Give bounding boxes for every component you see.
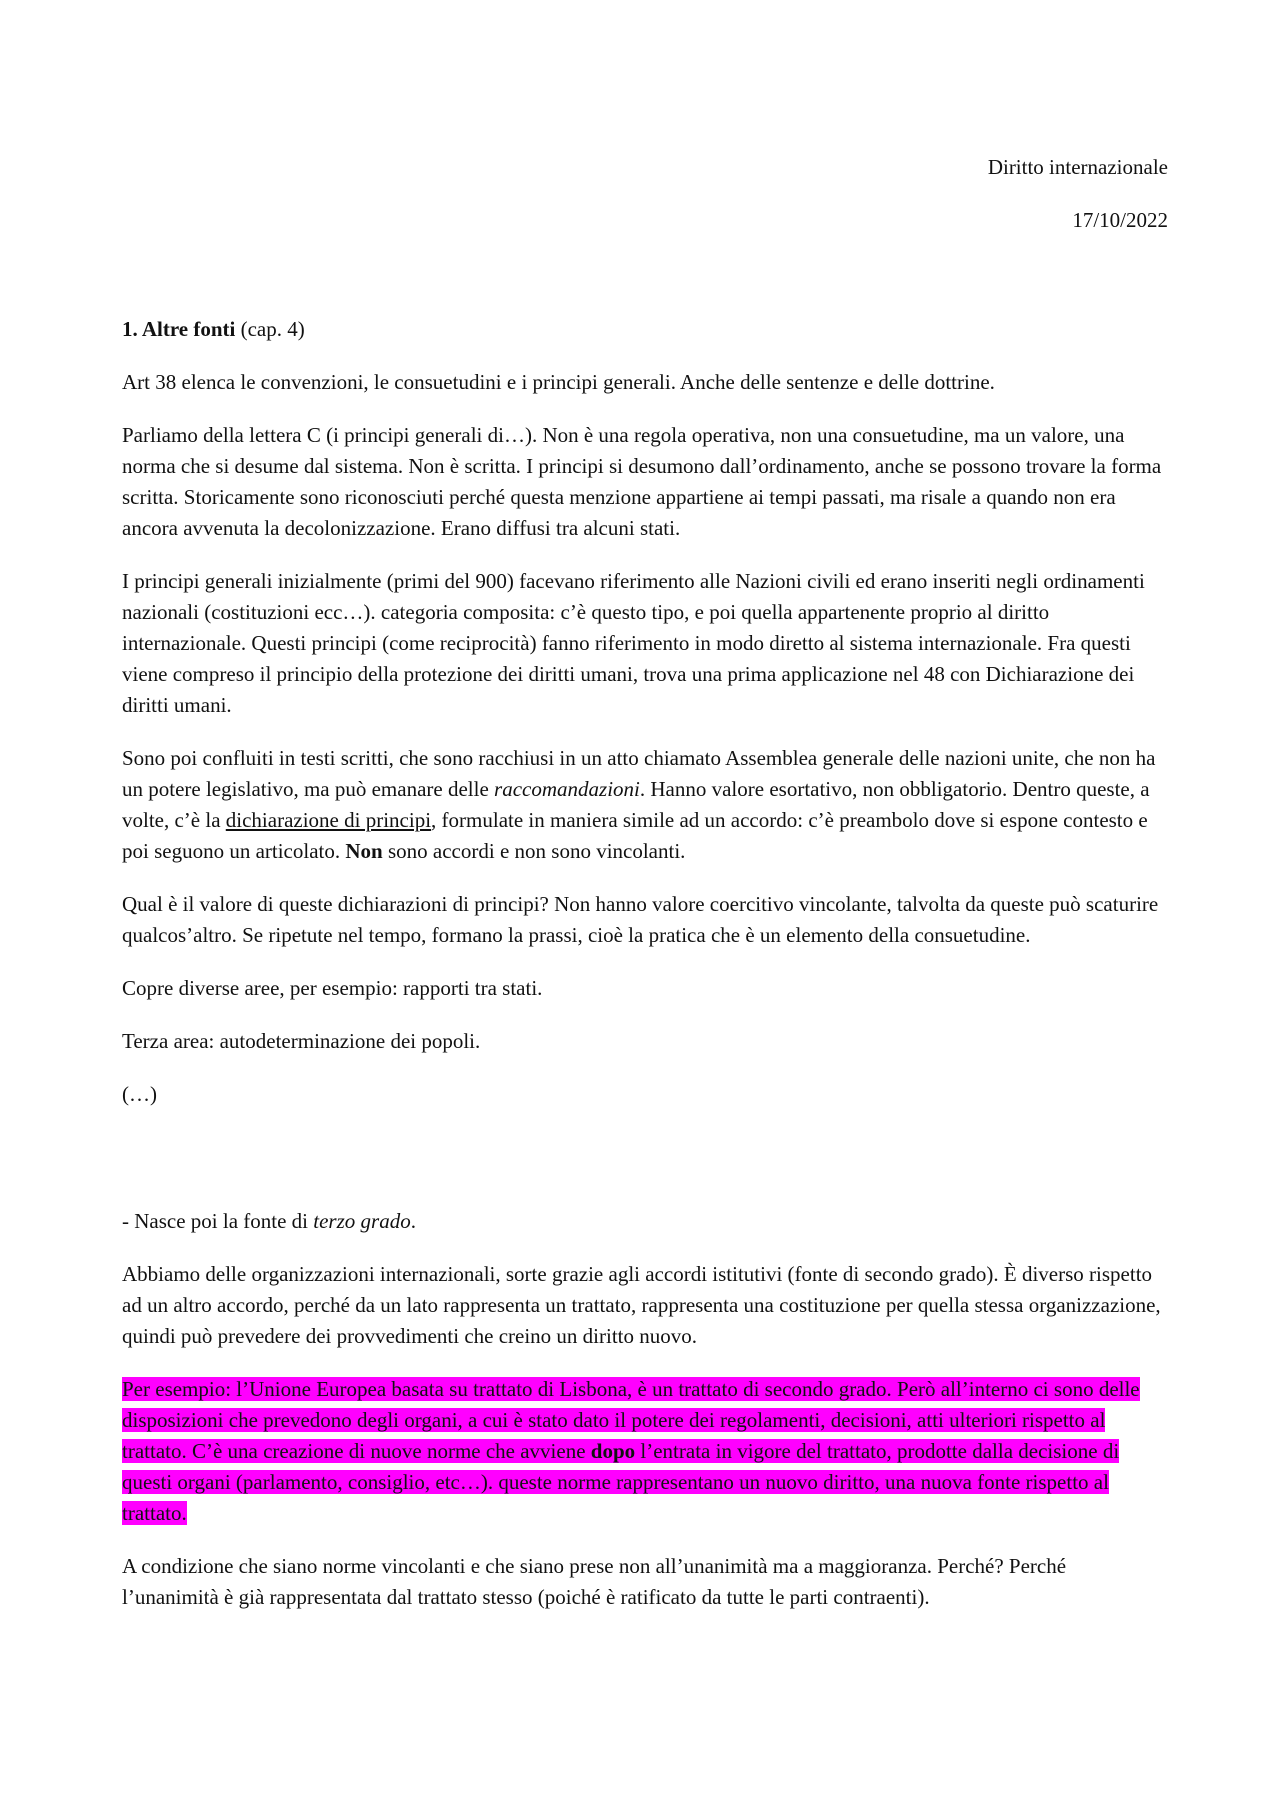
paragraph-6: Copre diverse aree, per esempio: rapporti tra stati. (122, 976, 543, 1000)
paragraph-9-part-b: . (410, 1209, 416, 1233)
highlighted-paragraph (122, 1374, 1168, 1529)
paragraph-9 (122, 1206, 1168, 1237)
course-title: Diritto internazionale (987, 155, 1168, 179)
paragraph-10: Abbiamo delle organizzazioni internazionali, sorte grazie agli accordi istitutivi (fonte di secondo grado). È diverso rispetto ad un altro accordo, perché da un lato rappresenta un trattato, rappresenta una costituzione per quella stessa organizzazione, quindi può prevedere dei provvedimenti che creino un diritto nuovo. (122, 1262, 1161, 1348)
paragraph-7: Terza area: autodeterminazione dei popoli. (122, 1029, 481, 1053)
paragraph-8: (…) (122, 1082, 157, 1106)
paragraph-9-part-a: - Nasce poi la fonte di (122, 1209, 314, 1233)
paragraph-4-underline: dichiarazione di principi (225, 808, 432, 832)
highlight-part-b: l’entrata in vigore del trattato, prodotte dalla decisione di questi organi (parlamento, consiglio, etc…). queste norme rappresentano un nuovo diritto, una nuova fonte rispetto al trattato. (122, 1439, 1120, 1525)
section-heading (122, 314, 1168, 345)
paragraph-2: Parliamo della lettera C (i principi generali di…). Non è una regola operativa, non una consuetudine, ma un valore, una norma che si desume dal sistema. Non è scritta. I principi si desumono dall’ordinamento, anche se possono trovare la forma scritta. Storicamente sono riconosciuti perché questa menzione appartiene ai tempi passati, ma risale a quando non era ancora avvenuta la decolonizzazione. Erano diffusi tra alcuni stati. (122, 423, 1162, 540)
paragraph-12: A condizione che siano norme vincolanti e che siano prese non all’unanimità ma a maggioranza. Perché? Perché l’unanimità è già rappresentata dal trattato stesso (poiché è ratificato da tutte le parti contraenti). (122, 1554, 1067, 1609)
paragraph-4-part-b: . Hanno valore esortativo, non obbligatorio. Dentro queste, a volte, c’è la (122, 777, 1150, 832)
document-page (122, 152, 1168, 1635)
highlight-bold: dopo (590, 1439, 636, 1463)
paragraph-1: Art 38 elenca le convenzioni, le consuetudini e i principi generali. Anche delle sentenze e delle dottrine. (122, 370, 995, 394)
document-date: 17/10/2022 (1072, 208, 1168, 232)
paragraph-4-part-c: , formulate in maniera simile ad un accordo: c’è preambolo dove si espone contesto e poi seguono un articolato. (122, 808, 1148, 863)
paragraph-3: I principi generali inizialmente (primi del 900) facevano riferimento alle Nazioni civili ed erano inseriti negli ordinamenti nazionali (costituzioni ecc…). categoria composita: c’è questo tipo, e poi quella appartenente proprio al diritto internazionale. Questi principi (come reciprocità) fanno riferimento in modo diretto al sistema internazionale. Fra questi viene compreso il principio della protezione dei diritti umani, trova una prima applicazione nel 48 con Dichiarazione dei diritti umani. (122, 569, 1145, 717)
paragraph-5: Qual è il valore di queste dichiarazioni di principi? Non hanno valore coercitivo vincolante, talvolta da queste può scaturire qualcos’altro. Se ripetute nel tempo, formano la prassi, cioè la pratica che è un elemento della consuetudine. (122, 892, 1159, 947)
paragraph-4 (122, 743, 1168, 867)
paragraph-4-part-a: Sono poi confluiti in testi scritti, che sono racchiusi in un atto chiamato Assemblea generale delle nazioni unite, che non ha un potere legislativo, ma può emanare delle (122, 746, 1156, 801)
paragraph-4-bold: Non (345, 839, 383, 863)
paragraph-9-italic: terzo grado (313, 1209, 411, 1233)
highlight-part-a: Per esempio: l’Unione Europea basata su trattato di Lisbona, è un trattato di secondo grado. Però all’interno ci sono delle disposizioni che prevedono degli organi, a cui è stato dato il potere dei regolamenti, decisioni, atti ulteriori rispetto al trattato. C’è una creazione di nuove norme che avviene (122, 1377, 1140, 1463)
spacer (122, 1132, 1168, 1206)
section-chapter: (cap. 4) (240, 317, 305, 341)
paragraph-4-italic: raccomandazioni (494, 777, 640, 801)
section-title: 1. Altre fonti (122, 317, 236, 341)
paragraph-4-part-d: sono accordi e non sono vincolanti. (382, 839, 686, 863)
